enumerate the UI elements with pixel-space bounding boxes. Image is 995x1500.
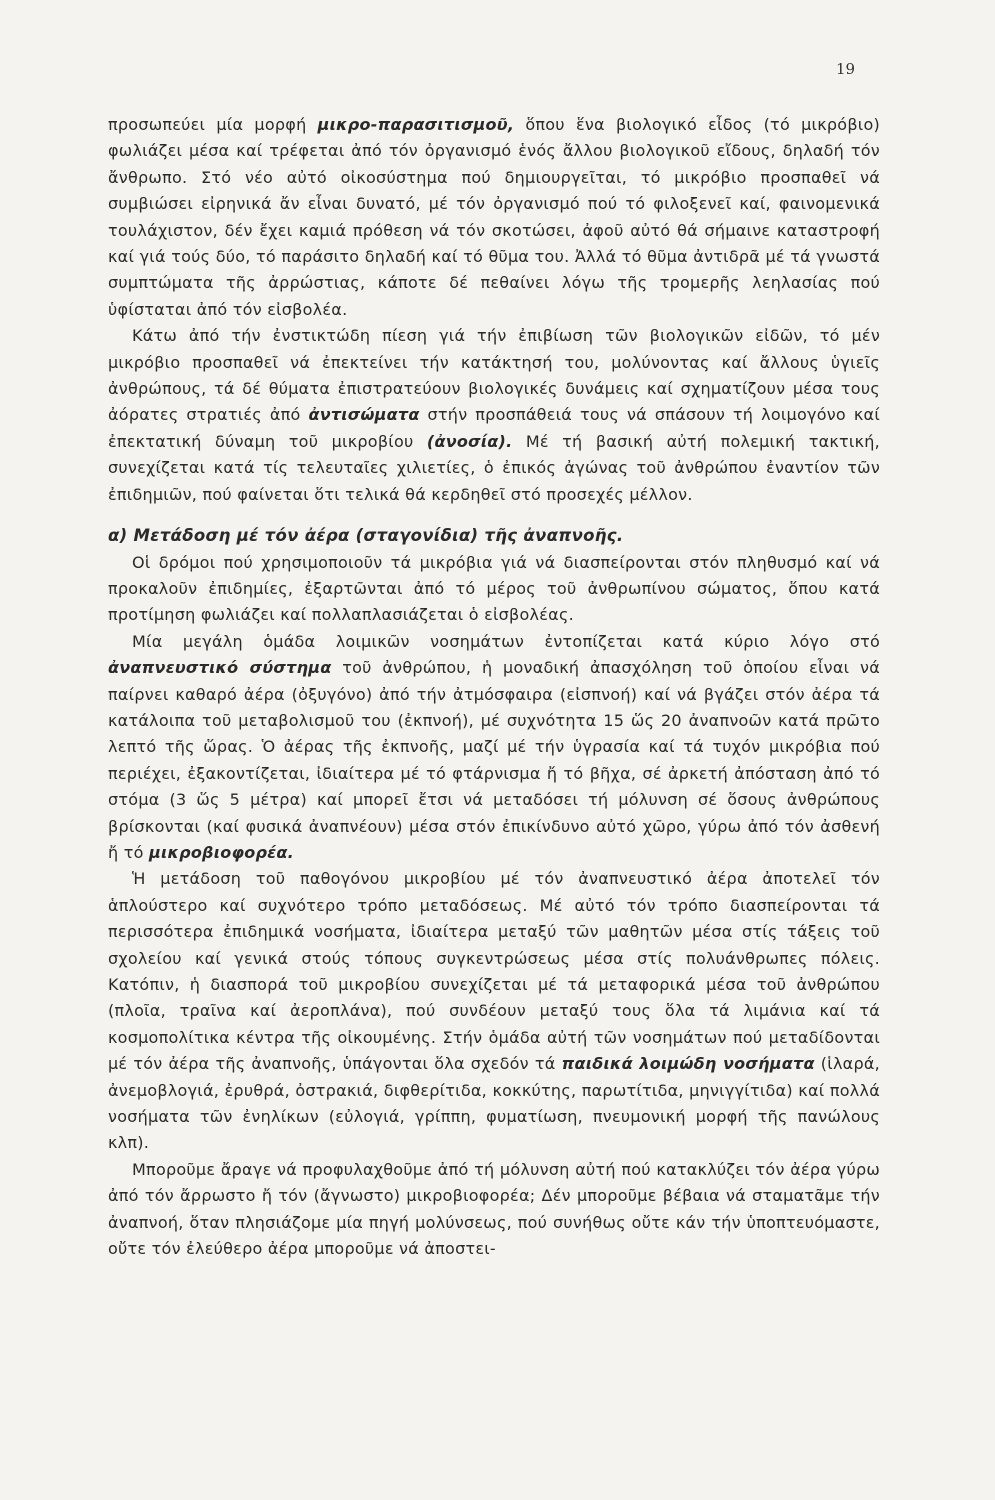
- p3-text-1: Οἱ δρόμοι πού χρησιμοποιοῦν τά μικρόβια γιά νά διασπείρονται στόν πληθυσμό καί νά προκαλοῦν ἐπιδημίες, ἐξαρτῶνται ἀπό τό μέρος τοῦ ἀνθρωπίνου σώματος, ὅπου κατά προτίμηση φωλιάζει καί πολλαπλασιάζεται ὁ εἰσβολέας.: [108, 552, 880, 625]
- page-number: 19: [836, 60, 856, 78]
- body-text: [108, 112, 880, 1262]
- p2-emphasis-immunity: (ἀνοσία).: [426, 431, 513, 451]
- p4-text-1: Μία μεγάλη ὁμάδα λοιμικῶν νοσημάτων ἐντοπίζεται κατά κύριο λόγο στό: [132, 631, 880, 651]
- paragraph-6: [108, 1157, 880, 1263]
- p1-text-1: προσωπεύει μία μορφή: [108, 115, 318, 134]
- p2-text-2: στήν προσπάθειά τους νά σπάσουν τή λοιμογόνο καί ἐπεκτατική δύναμη τοῦ μικροβίου: [108, 405, 881, 451]
- p1-text-2: ὅπου ἕνα βιολογικό εἶδος (τό μικρόβιο) φωλιάζει μέσα καί τρέφεται ἀπό τόν ὀργανισμό ἑνός ἄλλου βιολογικοῦ εἴδους, δηλαδή τόν ἄνθρωπο. Στό νέο αὐτό οἰκοσύστημα πού δημιουργεῖται, τό μικρόβιο προσπαθεῖ νά συμβιώσει εἰρηνικά ἄν εἶναι δυνατό, μέ τόν ὀργανισμό πού τό φιλοξενεῖ καί, φαινομενικά τουλάχιστον, δέν ἔχει καμιά πρόθεση νά τόν σκοτώσει, ἀφοῦ αὐτό θά σήμαινε καταστροφή καί γιά τούς δύο, τό παράσιτο δηλαδή καί τό θῦμα του. Ἀλλά τό θῦμα ἀντιδρᾶ μέ τά γνωστά συμπτώματα τῆς ἀρρώστιας, κάποτε δέ πεθαίνει λόγω τῆς τρομερῆς λεηλασίας πού ὑφίσταται ἀπό τόν εἰσβολέα.: [108, 115, 881, 319]
- p2-text-3: Μέ τή βασική αὐτή πολεμική τακτική, συνεχίζεται κατά τίς τελευταῖες χιλιετίες, ὁ ἐπικός ἀγώνας τοῦ ἀνθρώπου ἐναντίον τῶν ἐπιδημιῶν, πού φαίνεται ὅτι τελικά θά κερδηθεῖ στό προσεχές μέλλον.: [108, 431, 881, 504]
- paragraph-3: [108, 550, 880, 629]
- p5-text-1: Ἡ μετάδοση τοῦ παθογόνου μικροβίου μέ τόν ἀναπνευστικό ἀέρα ἀποτελεῖ τόν ἁπλούστερο καί συχνότερο τρόπο μεταδόσεως. Μέ αὐτό τόν τρόπο διασπείρονται τά περισσότερα ἐπιδημικά νοσήματα, ἰδιαίτερα μεταξύ τῶν μαθητῶν μέσα στίς τάξεις τοῦ σχολείου καί γενικά στούς τόπους συγκεντρώσεως μέσα στίς πολυάνθρωπες πόλεις. Κατόπιν, ἡ διασπορά τοῦ μικροβίου συνεχίζεται μέ τά μεταφορικά μέσα τοῦ ἀνθρώπου (πλοῖα, τραῖνα καί ἀεροπλάνα), πού συνδέουν μεταξύ τους ὅλα τά λιμάνια καί τά κοσμοπολίτικα κέντρα τῆς οἰκουμένης. Στήν ὁμάδα αὐτή τῶν νοσημάτων πού μεταδίδονται μέ τόν ἀέρα τῆς ἀναπνοῆς, ὑπάγονται ὅλα σχεδόν τά: [108, 869, 880, 1074]
- p6-text-1: Μποροῦμε ἄραγε νά προφυλαχθοῦμε ἀπό τή μόλυνση αὐτή πού κατακλύζει τόν ἀέρα γύρω ἀπό τόν ἄρρωστο ἤ τόν (ἄγνωστο) μικροβιοφορέα; Δέν μποροῦμε βέβαια νά σταματᾶμε τήν ἀναπνοή, ὅταν πλησιάζομε μία πηγή μολύνσεως, πού συνήθως οὔτε κάν τήν ὑποπτευόμαστε, οὔτε τόν ἐλεύθερο ἀέρα μποροῦμε νά ἀποστει-: [108, 1159, 880, 1259]
- p2-emphasis-antibodies: ἀντισώματα: [308, 405, 420, 425]
- p2-text-1: Κάτω ἀπό τήν ἐνστικτώδη πίεση γιά τήν ἐπιβίωση τῶν βιολογικῶν εἰδῶν, τό μέν μικρόβιο προσπαθεῖ νά ἐπεκτείνει τήν κατάκτησή του, μολύνοντας καί ἄλλους ὑγιεῖς ἀνθρώπους, τά δέ θύματα ἐπιστρατεύουν βιολογικές δυνάμεις καί σχηματίζουν μέσα τους ἀόρατες στρατιές ἀπό: [108, 326, 880, 425]
- section-heading: α) Μετάδοση μέ τόν ἀέρα (σταγονίδια) τῆς ἀναπνοῆς.: [108, 526, 624, 546]
- p5-text-2: (ἱλαρά, ἀνεμοβλογιά, ἐρυθρά, ὀστρακιά, διφθερίτιδα, κοκκύτης, παρωτίτιδα, μηνιγγίτιδα) καί πολλά νοσήματα τῶν ἐνηλίκων (εὐλογιά, γρίππη, φυματίωση, πνευμονική μορφή τῆς πανώλους κλπ).: [108, 1054, 880, 1153]
- paragraph-1: [108, 112, 880, 323]
- p4-emphasis-microbe-carrier: μικροβιοφορέα.: [148, 842, 294, 862]
- paragraph-4: [108, 629, 880, 867]
- p1-emphasis-micro-parasitism: μικρο-παρασιτισμοῦ,: [317, 115, 515, 134]
- paragraph-5: [108, 866, 880, 1156]
- p5-emphasis-childhood-diseases: παιδικά λοιμώδη νοσήματα: [561, 1054, 815, 1074]
- paragraph-2: [108, 323, 880, 508]
- p4-text-2: τοῦ ἀνθρώπου, ἡ μοναδική ἀπασχόληση τοῦ ὁποίου εἶναι νά παίρνει καθαρό ἀέρα (ὀξυγόνο) ἀπό τήν ἀτμόσφαιρα (εἰσπνοή) καί νά βγάζει στόν ἀέρα τά κατάλοιπα τοῦ μεταβολισμοῦ του (ἐκπνοή), μέ συχνότητα 15 ὥς 20 ἀναπνοῶν κατά πρῶτο λεπτό τῆς ὥρας. Ὁ ἀέρας τῆς ἐκπνοῆς, μαζί μέ τήν ὑγρασία καί τά τυχόν μικρόβια πού περιέχει, ἐξακοντίζεται, ἰδιαίτερα μέ τό φτάρνισμα ἤ τό βῆχα, σέ ἀρκετή ἀπόσταση ἀπό τό στόμα (3 ὥς 5 μέτρα) καί μπορεῖ ἔτσι νά μεταδόσει τή μόλυνση σέ ὅσους ἀνθρώπους βρίσκονται (καί φυσικά ἀναπνέουν) μέσα στόν ἐπικίνδυνο αὐτό χῶρο, γύρω ἀπό τόν ἀσθενή ἤ τό: [108, 658, 881, 862]
- p4-emphasis-respiratory-system: ἀναπνευστικό σύστημα: [108, 658, 332, 678]
